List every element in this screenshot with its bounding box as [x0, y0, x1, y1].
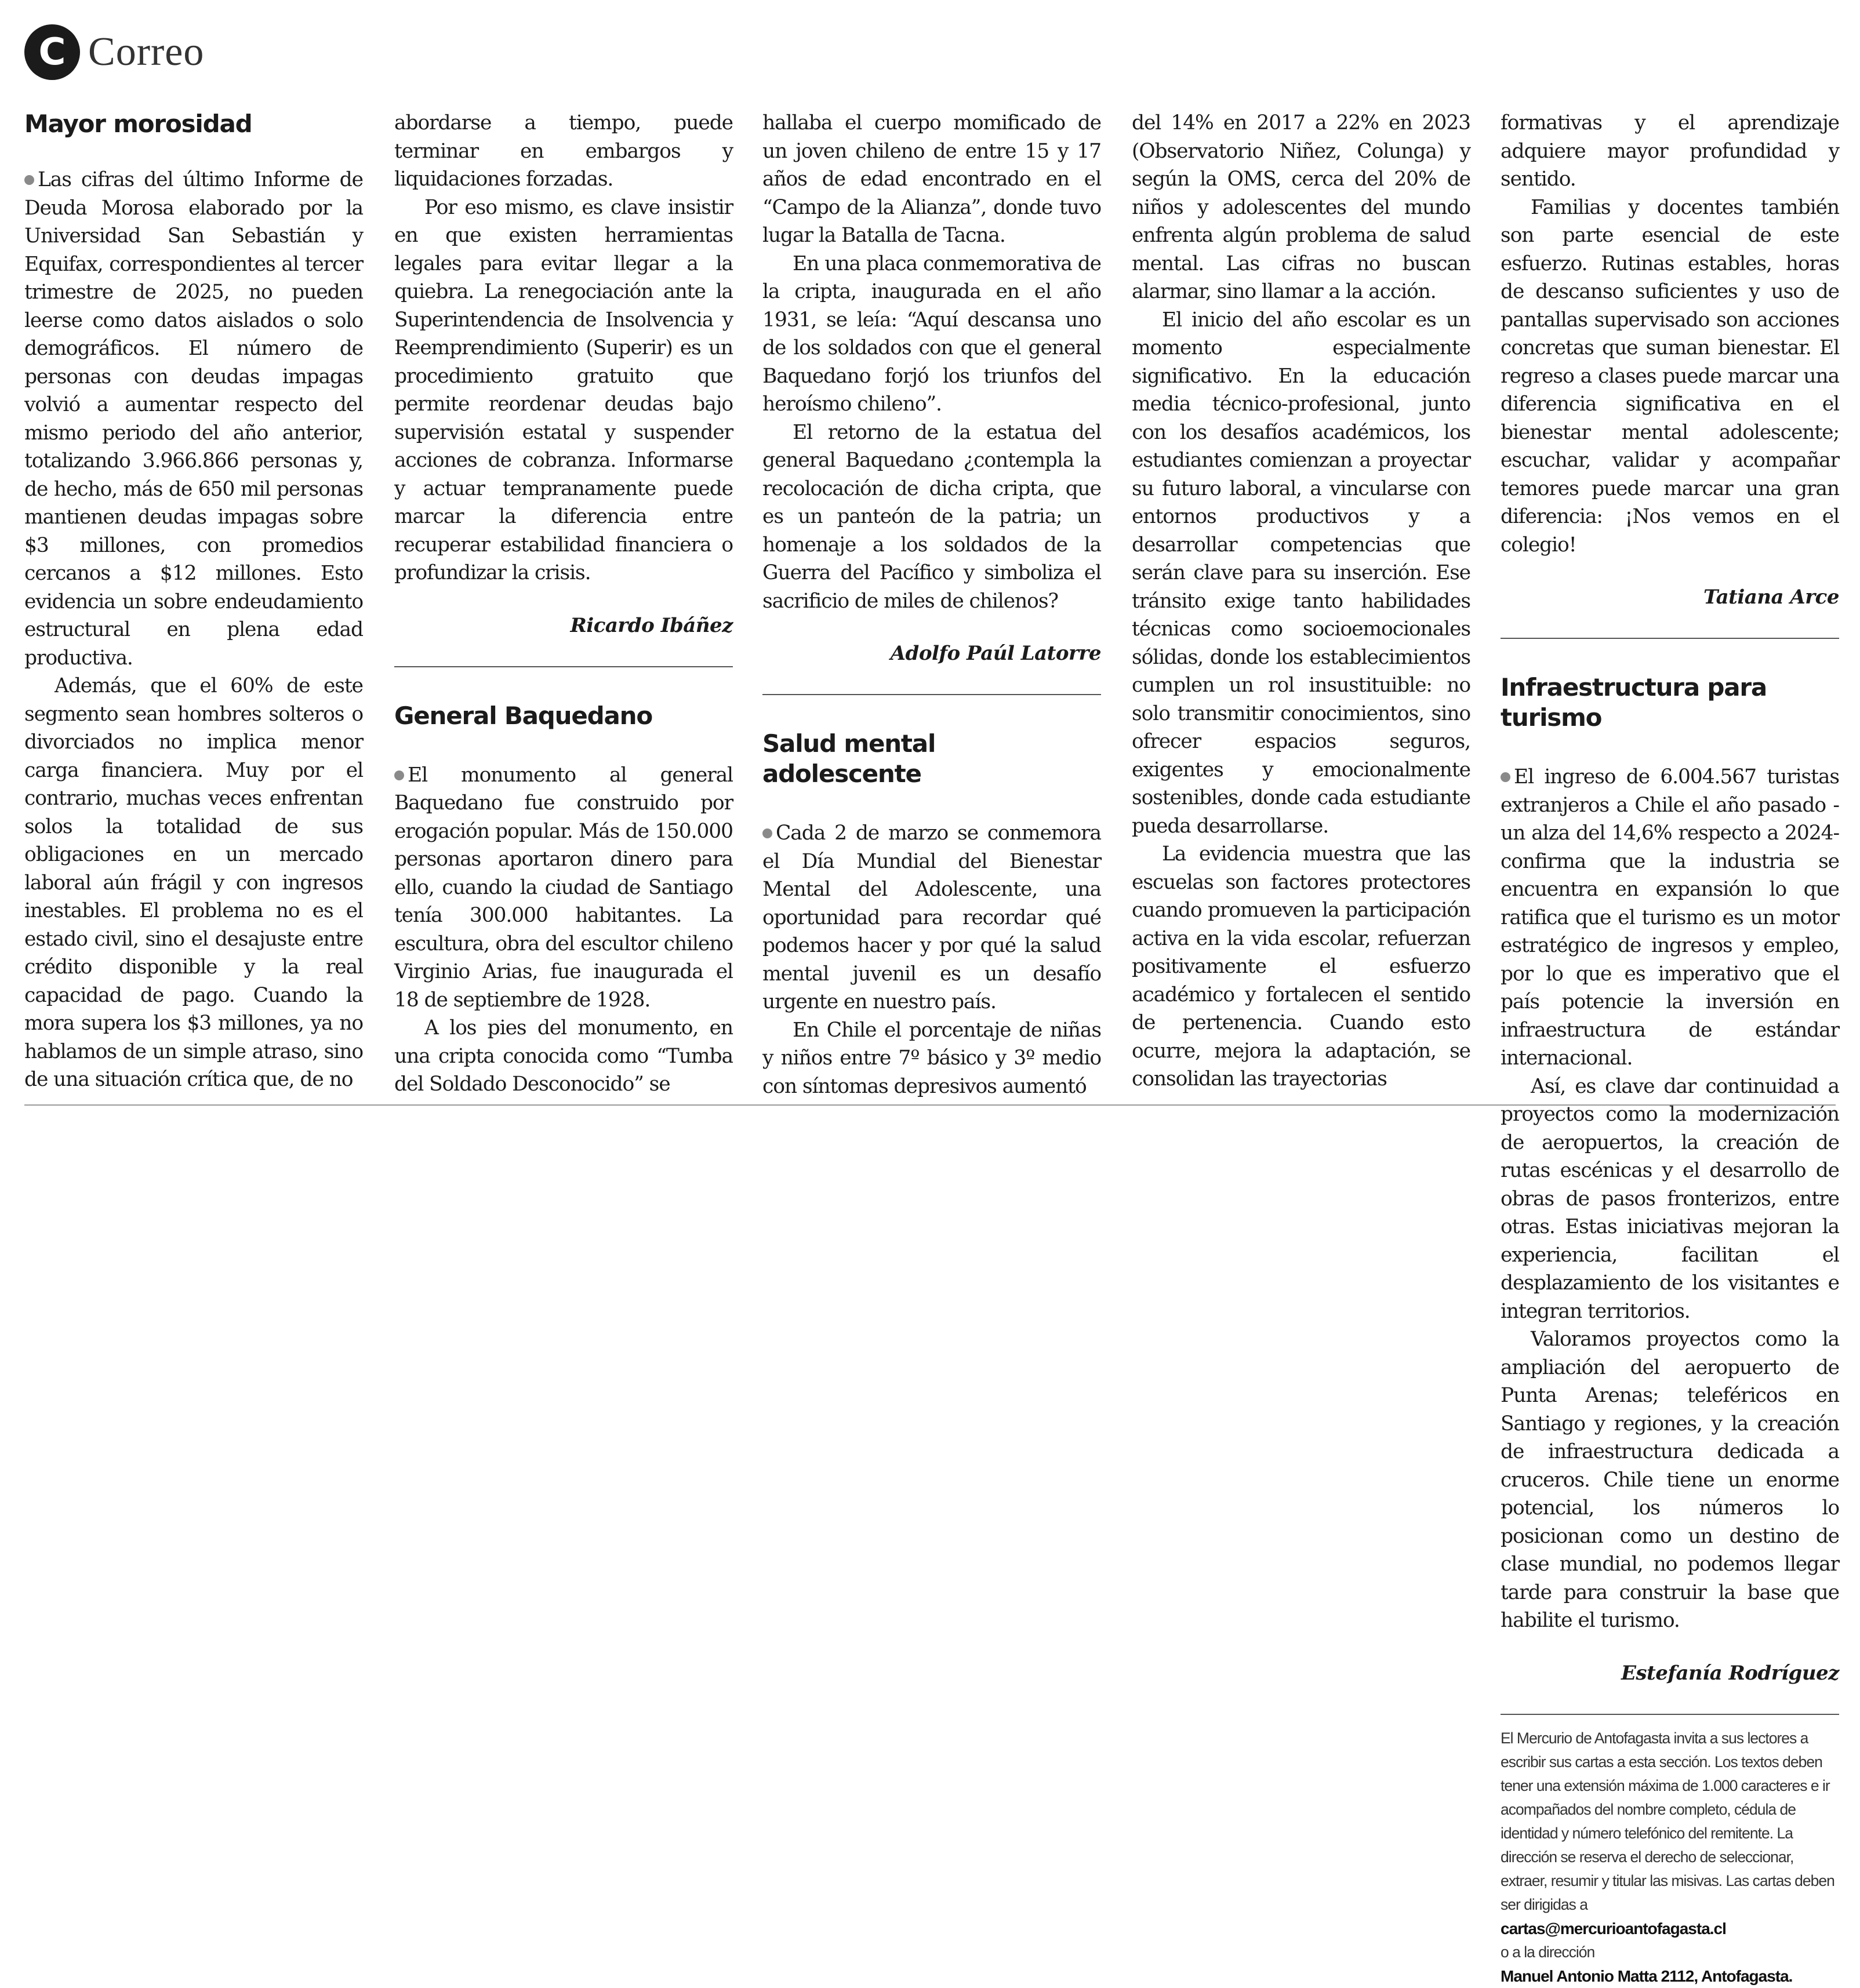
section-masthead — [24, 23, 204, 81]
letter-divider — [1501, 638, 1839, 639]
letter-paragraph-continued: abordarse a tiempo, puede terminar en embargos y liquidaciones forzadas. — [394, 111, 733, 191]
column-2 — [394, 109, 733, 1102]
letter-paragraph: Cada 2 de marzo se conmemora el Día Mundial del Bienestar Mental del Adolescente, una oportunidad para recordar qué podemos hacer y por qué la salud mental juvenil es un desafío urgente en nuestro país. — [762, 822, 1101, 1013]
letter-paragraph: El inicio del año escolar es un momento especialmente significativo. En la educación media técnico-profesional, junto con los desafíos académicos, los estudiantes comienzan a proyectar su futuro laboral, a vincularse con entornos productivos y a desarrollar competencias que serán clave para su inserción. Ese tránsito exige tanto habilidades técnicas como socioemocionales sólidas, donde los establecimientos cumplen un rol insustituible: no solo transmitir conocimientos, sino ofrecer espacios seguros, exigentes y emocionalmente sostenibles, donde cada estudiante pueda desarrollarse. — [1132, 308, 1470, 838]
letter-paragraph: Además, que el 60% de este segmento sean hombres solteros o divorciados no implica menor carga financiera. Muy por el contrario, muchas veces enfrentan solos la totalidad de sus obligaciones en un mercado laboral aún frágil y con ingresos inestables. El problema no es el estado civil, sino el desajuste entre crédito disponible y la real capacidad de pago. Cuando la mora supera los $3 millones, ya no hablamos de un simple atraso, sino de una situación crítica que, de no — [24, 674, 363, 1091]
letter-paragraph: El ingreso de 6.004.567 turistas extranjeros a Chile el año pasado -un alza del 14,6% respecto a 2024- confirma que la industria se encuentra en expansión lo que ratifica que el turismo es un motor estratégico de ingresos y empleo, por lo que es imperativo que el país potencie la inversión en infraestructura de estándar internacional. — [1501, 765, 1839, 1070]
letter-paragraph: En Chile el porcentaje de niñas y niños entre 7º básico y 3º medio con síntomas depresivos aumentó — [762, 1018, 1101, 1098]
notice-divider — [1501, 1714, 1839, 1715]
bullet-icon — [24, 175, 34, 185]
notice-email-link[interactable]: cartas@mercurioantofagasta.cl — [1501, 1919, 1726, 1938]
letter-author: Ricardo Ibáñez — [570, 613, 733, 637]
column-5 — [1501, 109, 1839, 1985]
section-title: Correo — [88, 30, 205, 74]
bottom-rule — [24, 1104, 1836, 1106]
letter-title: General Baquedano — [394, 701, 652, 730]
section-logo: C — [24, 24, 80, 80]
bullet-icon — [1501, 772, 1510, 782]
letter-paragraph-continued: formativas y el aprendizaje adquiere mayor profundidad y sentido. — [1501, 111, 1839, 191]
letter-paragraph: El retorno de la estatua del general Baquedano ¿contempla la recolocación de dicha cripta, que es un panteón de la patria; un homenaje a los soldados de la Guerra del Pacífico y simboliza el sacrificio de miles de chilenos? — [762, 420, 1101, 613]
letter-title: Salud mental adolescente — [762, 729, 936, 788]
letter-paragraph: El monumento al general Baquedano fue construido por erogación popular. Más de 150.000 personas aportaron dinero para ello, cuando la ciudad de Santiago tenía 300.000 habitantes. La escultura, obra del escultor chileno Virginio Arias, fue inaugurada el 18 de septiembre de 1928. — [394, 763, 733, 1012]
letter-paragraph: Familias y docentes también son parte esencial de este esfuerzo. Rutinas estables, horas de descanso suficientes y uso de pantallas supervisado son acciones concretas que suman bienestar. El regreso a clases puede marcar una diferencia significativa en el bienestar mental adolescente; escuchar, validar y acompañar temores puede marcar una gran diferencia: ¡Nos vemos en el colegio! — [1501, 195, 1839, 557]
column-4 — [1132, 109, 1470, 1102]
letter-title: Infraestructura para turismo — [1501, 673, 1767, 732]
letter-paragraph: La evidencia muestra que las escuelas son factores protectores cuando promueven la participación activa en la vida escolar, refuerzan positivamente el esfuerzo académico y fortalecen el sentido de pertenencia. Cuando esto ocurre, mejora la adaptación, se consolidan las trayectorias — [1132, 842, 1470, 1091]
notice-text: El Mercurio de Antofagasta invita a sus lectores a escribir sus cartas a esta sección. Los textos deben tener una extensión máxima de 1.000 caracteres e ir acompañados del nombre completo, cédula de identidad y número telefónico del remitente. La dirección se reserva el derecho de seleccionar, extraer, resumir y titular las misivas. Las cartas deben ser dirigidas a — [1501, 1729, 1834, 1913]
letter-paragraph-continued: hallaba el cuerpo momificado de un joven chileno de entre 15 y 17 años de edad encontrado en el “Campo de la Alianza”, donde tuvo lugar la Batalla de Tacna. — [762, 111, 1101, 247]
letter-paragraph: Las cifras del último Informe de Deuda Morosa elaborado por la Universidad San Sebastián y Equifax, correspondientes al tercer trimestre de 2025, no pueden leerse como datos aislados o solo demográficos. El número de personas con deudas impagas volvió a aumentar respecto del mismo periodo del año anterior, totalizando 3.966.866 personas y, de hecho, más de 650 mil personas mantienen deudas impagas sobre $3 millones, con promedios cercanos a $12 millones. Esto evidencia un sobre endeudamiento estructural en plena edad productiva. — [24, 168, 363, 670]
notice-or-address: o a la dirección — [1501, 1943, 1595, 1961]
column-1 — [24, 109, 363, 1102]
letter-author: Estefanía Rodríguez — [1621, 1661, 1839, 1685]
letter-divider — [762, 694, 1101, 695]
letter-author: Tatiana Arce — [1703, 586, 1839, 609]
letter-paragraph-continued: del 14% en 2017 a 22% en 2023 (Observatorio Niñez, Colunga) y según la OMS, cerca del 20% de niños y adolescentes del mundo enfrenta algún problema de salud mental. Las cifras no buscan alarmar, sino llamar a la acción. — [1132, 111, 1470, 303]
letter-paragraph: Así, es clave dar continuidad a proyectos como la modernización de aeropuertos, la creación de rutas escénicas y el desarrollo de obras de pasos fronterizos, entre otras. Estas iniciativas mejoran la experiencia, facilitan el desplazamiento de los visitantes e integran territorios. — [1501, 1074, 1839, 1323]
notice-address: Manuel Antonio Matta 2112, Antofagasta. — [1501, 1967, 1793, 1985]
bullet-icon — [762, 828, 772, 838]
letter-author: Adolfo Paúl Latorre — [890, 642, 1101, 665]
column-3 — [762, 109, 1101, 1102]
letter-paragraph: A los pies del monumento, en una cripta conocida como “Tumba del Soldado Desconocido” se — [394, 1016, 733, 1096]
letter-title: Mayor morosidad — [24, 110, 252, 138]
letter-divider — [394, 666, 733, 667]
letter-paragraph: En una placa conmemorativa de la cripta, inaugurada en el año 1931, se leía: “Aquí descansa uno de los soldados con que el general Baquedano forjó los triunfos del heroísmo chileno”. — [762, 252, 1101, 416]
letter-paragraph: Por eso mismo, es clave insistir en que existen herramientas legales para evitar llegar a la quiebra. La renegociación ante la Superintendencia de Insolvencia y Reemprendimiento (Superir) es un procedimiento gratuito que permite reordenar deudas bajo supervisión estatal y suspender acciones de cobranza. Informarse y actuar tempranamente puede marcar la diferencia entre recuperar estabilidad financiera o profundizar la crisis. — [394, 195, 733, 584]
bullet-icon — [394, 771, 404, 780]
letter-paragraph: Valoramos proyectos como la ampliación del aeropuerto de Punta Arenas; teleféricos en Santiago y regiones, y la creación de infraestructura dedicada a cruceros. Chile tiene un enorme potencial, los números lo posicionan como un destino de clase mundial, no podemos llegar tarde para construir la base que habilite el turismo. — [1501, 1328, 1839, 1632]
submission-notice — [1501, 1714, 1839, 1988]
